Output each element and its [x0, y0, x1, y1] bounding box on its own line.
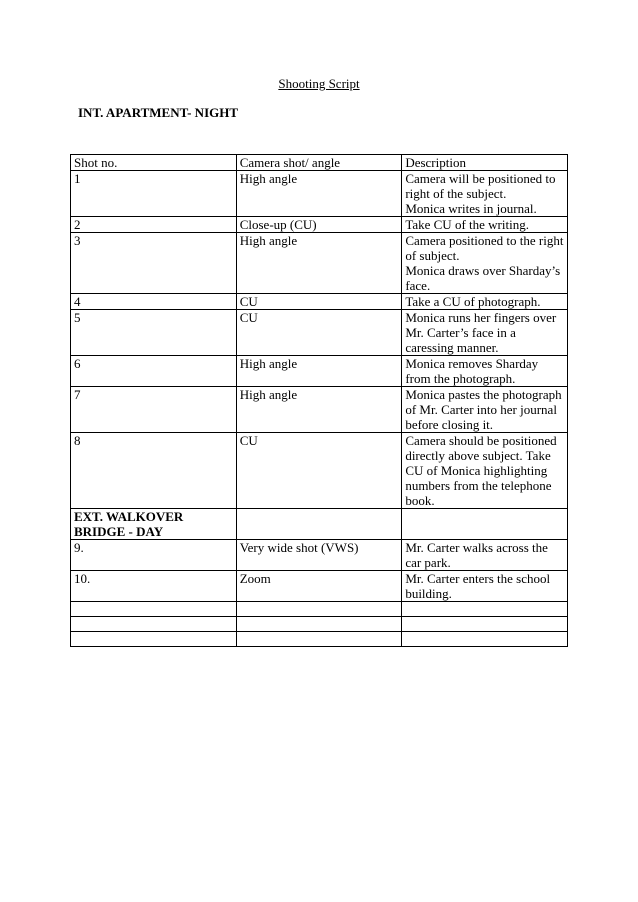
table-row — [71, 171, 568, 217]
shot-number: 4 — [71, 294, 237, 310]
shot-number: 1 — [71, 171, 237, 217]
empty-row — [71, 602, 568, 617]
camera-shot: High angle — [236, 171, 402, 217]
empty-row — [71, 632, 568, 647]
table-row — [71, 217, 568, 233]
table-row — [71, 387, 568, 433]
table-row-scene-heading — [71, 509, 568, 540]
camera-shot: CU — [236, 294, 402, 310]
shot-number: 3 — [71, 233, 237, 294]
camera-shot: Close-up (CU) — [236, 217, 402, 233]
camera-shot — [236, 509, 402, 540]
camera-shot: High angle — [236, 233, 402, 294]
description: Monica removes Sharday from the photograph. — [402, 356, 568, 387]
table-row — [71, 540, 568, 571]
table-row — [71, 233, 568, 294]
description: Take CU of the writing. — [402, 217, 568, 233]
scene-heading-cell: EXT. WALKOVER BRIDGE - DAY — [71, 509, 237, 540]
camera-shot: CU — [236, 310, 402, 356]
camera-shot: High angle — [236, 387, 402, 433]
description: Camera positioned to the right of subject. Monica draws over Sharday’s face. — [402, 233, 568, 294]
table-header-row — [71, 155, 568, 171]
table-row — [71, 356, 568, 387]
empty-row — [71, 617, 568, 632]
shot-number: 9. — [71, 540, 237, 571]
table-row — [71, 571, 568, 602]
description: Monica pastes the photograph of Mr. Carter into her journal before closing it. — [402, 387, 568, 433]
description: Mr. Carter walks across the car park. — [402, 540, 568, 571]
camera-shot: CU — [236, 433, 402, 509]
camera-shot: Very wide shot (VWS) — [236, 540, 402, 571]
table-row — [71, 310, 568, 356]
table-row — [71, 294, 568, 310]
header-camera-shot: Camera shot/ angle — [236, 155, 402, 171]
camera-shot: Zoom — [236, 571, 402, 602]
shot-number: 7 — [71, 387, 237, 433]
header-description: Description — [402, 155, 568, 171]
camera-shot: High angle — [236, 356, 402, 387]
page-title: Shooting Script — [278, 76, 360, 91]
scene-heading: INT. APARTMENT- NIGHT — [78, 105, 239, 120]
shot-number: 8 — [71, 433, 237, 509]
table-row — [71, 433, 568, 509]
shot-number: 2 — [71, 217, 237, 233]
description: Camera will be positioned to right of the subject. Monica writes in journal. — [402, 171, 568, 217]
description: Camera should be positioned directly above subject. Take CU of Monica highlighting numbers from the telephone book. — [402, 433, 568, 509]
shot-number: 10. — [71, 571, 237, 602]
description: Take a CU of photograph. — [402, 294, 568, 310]
header-shot-no: Shot no. — [71, 155, 237, 171]
shot-number: 6 — [71, 356, 237, 387]
description: Monica runs her fingers over Mr. Carter’s face in a caressing manner. — [402, 310, 568, 356]
description — [402, 509, 568, 540]
shot-number: 5 — [71, 310, 237, 356]
shooting-script-table — [70, 154, 568, 647]
description: Mr. Carter enters the school building. — [402, 571, 568, 602]
